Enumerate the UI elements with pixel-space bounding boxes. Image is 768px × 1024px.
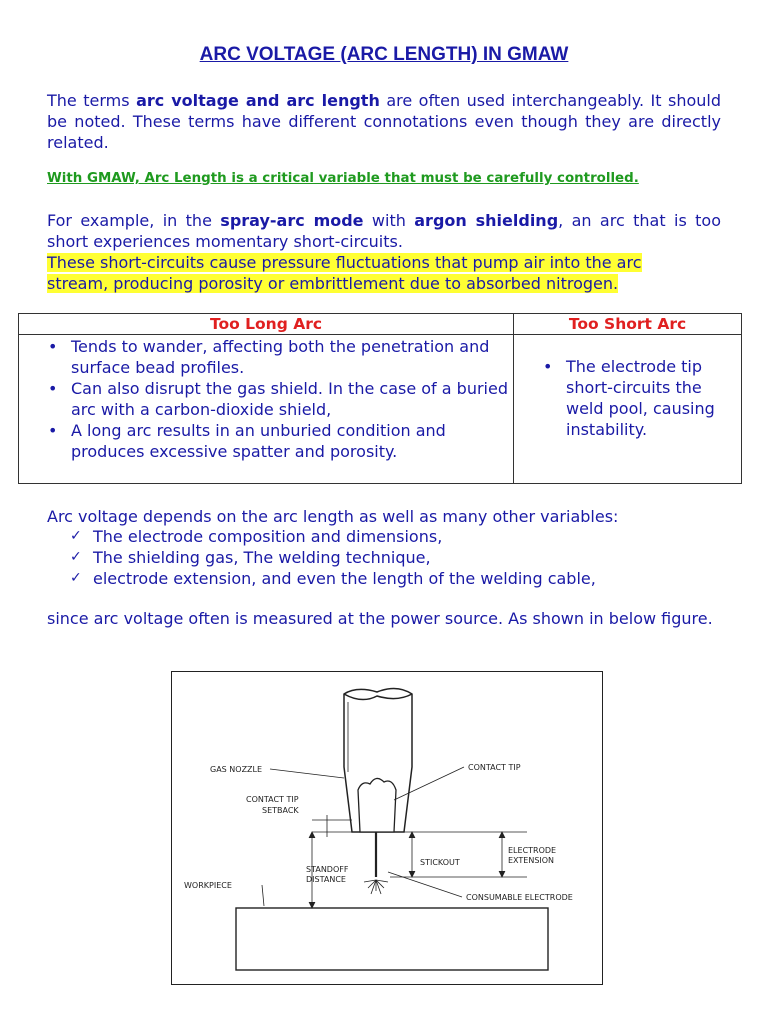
variables-checklist xyxy=(70,526,596,589)
arc-sparks xyxy=(364,880,388,894)
arc-comparison-table xyxy=(18,313,742,484)
label-gas-nozzle: GAS NOZZLE xyxy=(210,765,263,774)
since-paragraph: since arc voltage often is measured at the power source. As shown in below figure. xyxy=(47,609,713,628)
label-setback-1: CONTACT TIP xyxy=(246,795,299,804)
example-paragraph: For example, in the spray-arc mode with argon shielding, an arc that is too short experiences momentary short-circuits. xyxy=(47,211,722,251)
label-setback-2: SETBACK xyxy=(262,806,299,815)
checkmark-icon: ✓ xyxy=(70,570,82,586)
label-stickout: STICKOUT xyxy=(420,858,460,867)
label-standoff-1: STANDOFF xyxy=(306,865,349,874)
header-too-short-arc: Too Short Arc xyxy=(514,314,742,335)
depends-text: Arc voltage depends on the arc length as well as many other variables: xyxy=(47,507,619,526)
label-consumable-electrode: CONSUMABLE ELECTRODE xyxy=(466,893,573,902)
long-arc-item: • Tends to wander, affecting both the penetration and surface bead profiles. xyxy=(71,336,513,378)
too-short-arc-cell xyxy=(514,335,742,484)
workpiece xyxy=(236,908,548,970)
check-item: ✓ The shielding gas, The welding technique, xyxy=(70,548,431,567)
header-too-long-arc: Too Long Arc xyxy=(19,314,514,335)
highlighted-text xyxy=(47,252,723,294)
critical-note: With GMAW, Arc Length is a critical variable that must be carefully controlled. xyxy=(47,171,639,186)
long-arc-item: • Can also disrupt the gas shield. In the case of a buried arc with a carbon-dioxide shield, xyxy=(71,378,513,420)
highlight-line-2: stream, producing porosity or embrittlement due to absorbed nitrogen. xyxy=(47,274,619,293)
check-item: ✓ electrode extension, and even the length of the welding cable, xyxy=(70,569,596,588)
page-title: ARC VOLTAGE (ARC LENGTH) IN GMAW xyxy=(199,44,569,65)
checkmark-icon: ✓ xyxy=(70,549,82,565)
label-standoff-2: DISTANCE xyxy=(306,875,346,884)
check-item: ✓ The electrode composition and dimensions, xyxy=(70,527,443,546)
short-arc-item: • The electrode tip short-circuits the weld pool, causing instability. xyxy=(566,356,737,440)
checkmark-icon: ✓ xyxy=(70,528,82,544)
contact-tip xyxy=(358,778,396,832)
label-contact-tip: CONTACT TIP xyxy=(468,763,521,772)
intro-paragraph: The terms arc voltage and arc length are often used interchangeably. It should be noted. These terms have different connotations even though they are directly related. xyxy=(47,91,721,152)
label-extension-2: EXTENSION xyxy=(508,856,555,865)
label-extension-1: ELECTRODE xyxy=(508,846,557,855)
long-arc-item: • A long arc results in an unburied condition and produces excessive spatter and porosity. xyxy=(71,420,513,462)
too-long-arc-cell xyxy=(19,335,514,484)
gmaw-diagram xyxy=(171,671,603,985)
label-workpiece: WORKPIECE xyxy=(184,881,232,890)
highlight-line-1: These short-circuits cause pressure fluctuations that pump air into the arc xyxy=(47,253,642,272)
